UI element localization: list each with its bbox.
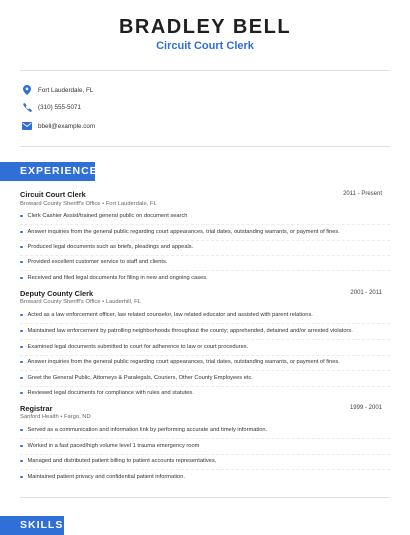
list-item: Examined legal documents submitted to court for adherence to law or court procedures. — [20, 344, 248, 350]
location-text: Fort Lauderdale, FL — [38, 86, 94, 94]
email-text: bbell@example.com — [38, 122, 96, 130]
job-title: Deputy County Clerk — [20, 289, 94, 298]
list-item: Answer inquiries from the general public regarding court appearances, trial dates, outstanding warrants, or payment of fines. — [20, 359, 340, 365]
job-title: Circuit Court Clerk — [20, 190, 86, 199]
phone-icon — [22, 102, 32, 112]
experience-divider — [20, 497, 390, 498]
contact-phone — [22, 102, 81, 112]
list-item: Provided excellent customer service to staff and clients. — [20, 259, 167, 265]
candidate-role: Circuit Court Clerk — [156, 40, 254, 52]
contact-email — [22, 121, 95, 131]
job-employer: Sanford Health — [20, 414, 59, 420]
job-employer: Broward County Sheriff's Office — [20, 201, 101, 207]
list-item: Served as a communication and information link by performing accurate and timely information. — [20, 427, 267, 433]
job-location: Fort Lauderdale, FL — [105, 201, 157, 207]
header-divider — [20, 70, 390, 71]
list-item: Managed and distributed patient billing to patient accounts representatives. — [20, 458, 216, 464]
job-title: Registrar — [20, 404, 53, 413]
job-subtitle: Sanford Health • Fargo, ND — [20, 414, 91, 420]
list-item: Acted as a law enforcement officer, law related counselor, law related educator and assisted with parent relations. — [20, 312, 313, 318]
job-subtitle: Broward County Sheriff's Office • Fort Lauderdale, FL — [20, 201, 157, 207]
list-item: Produced legal documents such as briefs, pleadings and appeals. — [20, 244, 193, 250]
job-location: Fargo, ND — [63, 414, 91, 420]
job-dates: 2001 - 2011 — [350, 290, 382, 296]
section-skills-header: SKILLS — [0, 516, 64, 535]
list-item: Maintained law enforcement by patrolling neighborhoods throughout the county; apprehended, detained and/or arrested violators. — [20, 328, 353, 334]
job-location: Lauderhill, FL — [105, 299, 141, 305]
list-item: Maintained patient privacy and confidential patient information. — [20, 474, 185, 480]
list-item: Reviewed legal documents for compliance with rules and statutes. — [20, 390, 194, 396]
contact-location — [22, 85, 93, 95]
job-employer: Broward County Sheriff's Office — [20, 299, 101, 305]
list-item: Answer inquiries from the general public regarding court appearances, trial dates, outstanding warrants, or payment of fines. — [20, 229, 340, 235]
map-pin-icon — [22, 85, 32, 95]
list-item: Worked in a fast paced/high volume level 1 trauma emergency room — [20, 443, 199, 449]
list-item: Received and filed legal documents for filing in new and ongoing cases. — [20, 275, 208, 281]
section-experience-header: EXPERIENCE — [0, 162, 95, 181]
mail-icon — [22, 121, 32, 131]
job-subtitle: Broward County Sheriff's Office • Lauderhill, FL — [20, 299, 141, 305]
list-item: Clerk Cashier Assist/trained general public on document search — [20, 213, 187, 219]
list-item: Greet the General Public, Attorneys & Paralegals, Couriers, Other County Employees etc. — [20, 375, 253, 381]
contact-divider — [20, 146, 390, 147]
phone-text: (310) 555-5071 — [38, 103, 82, 111]
job-dates: 2011 - Present — [343, 191, 382, 197]
candidate-name: BRADLEY BELL — [118, 16, 292, 38]
job-dates: 1999 - 2001 — [349, 405, 382, 411]
